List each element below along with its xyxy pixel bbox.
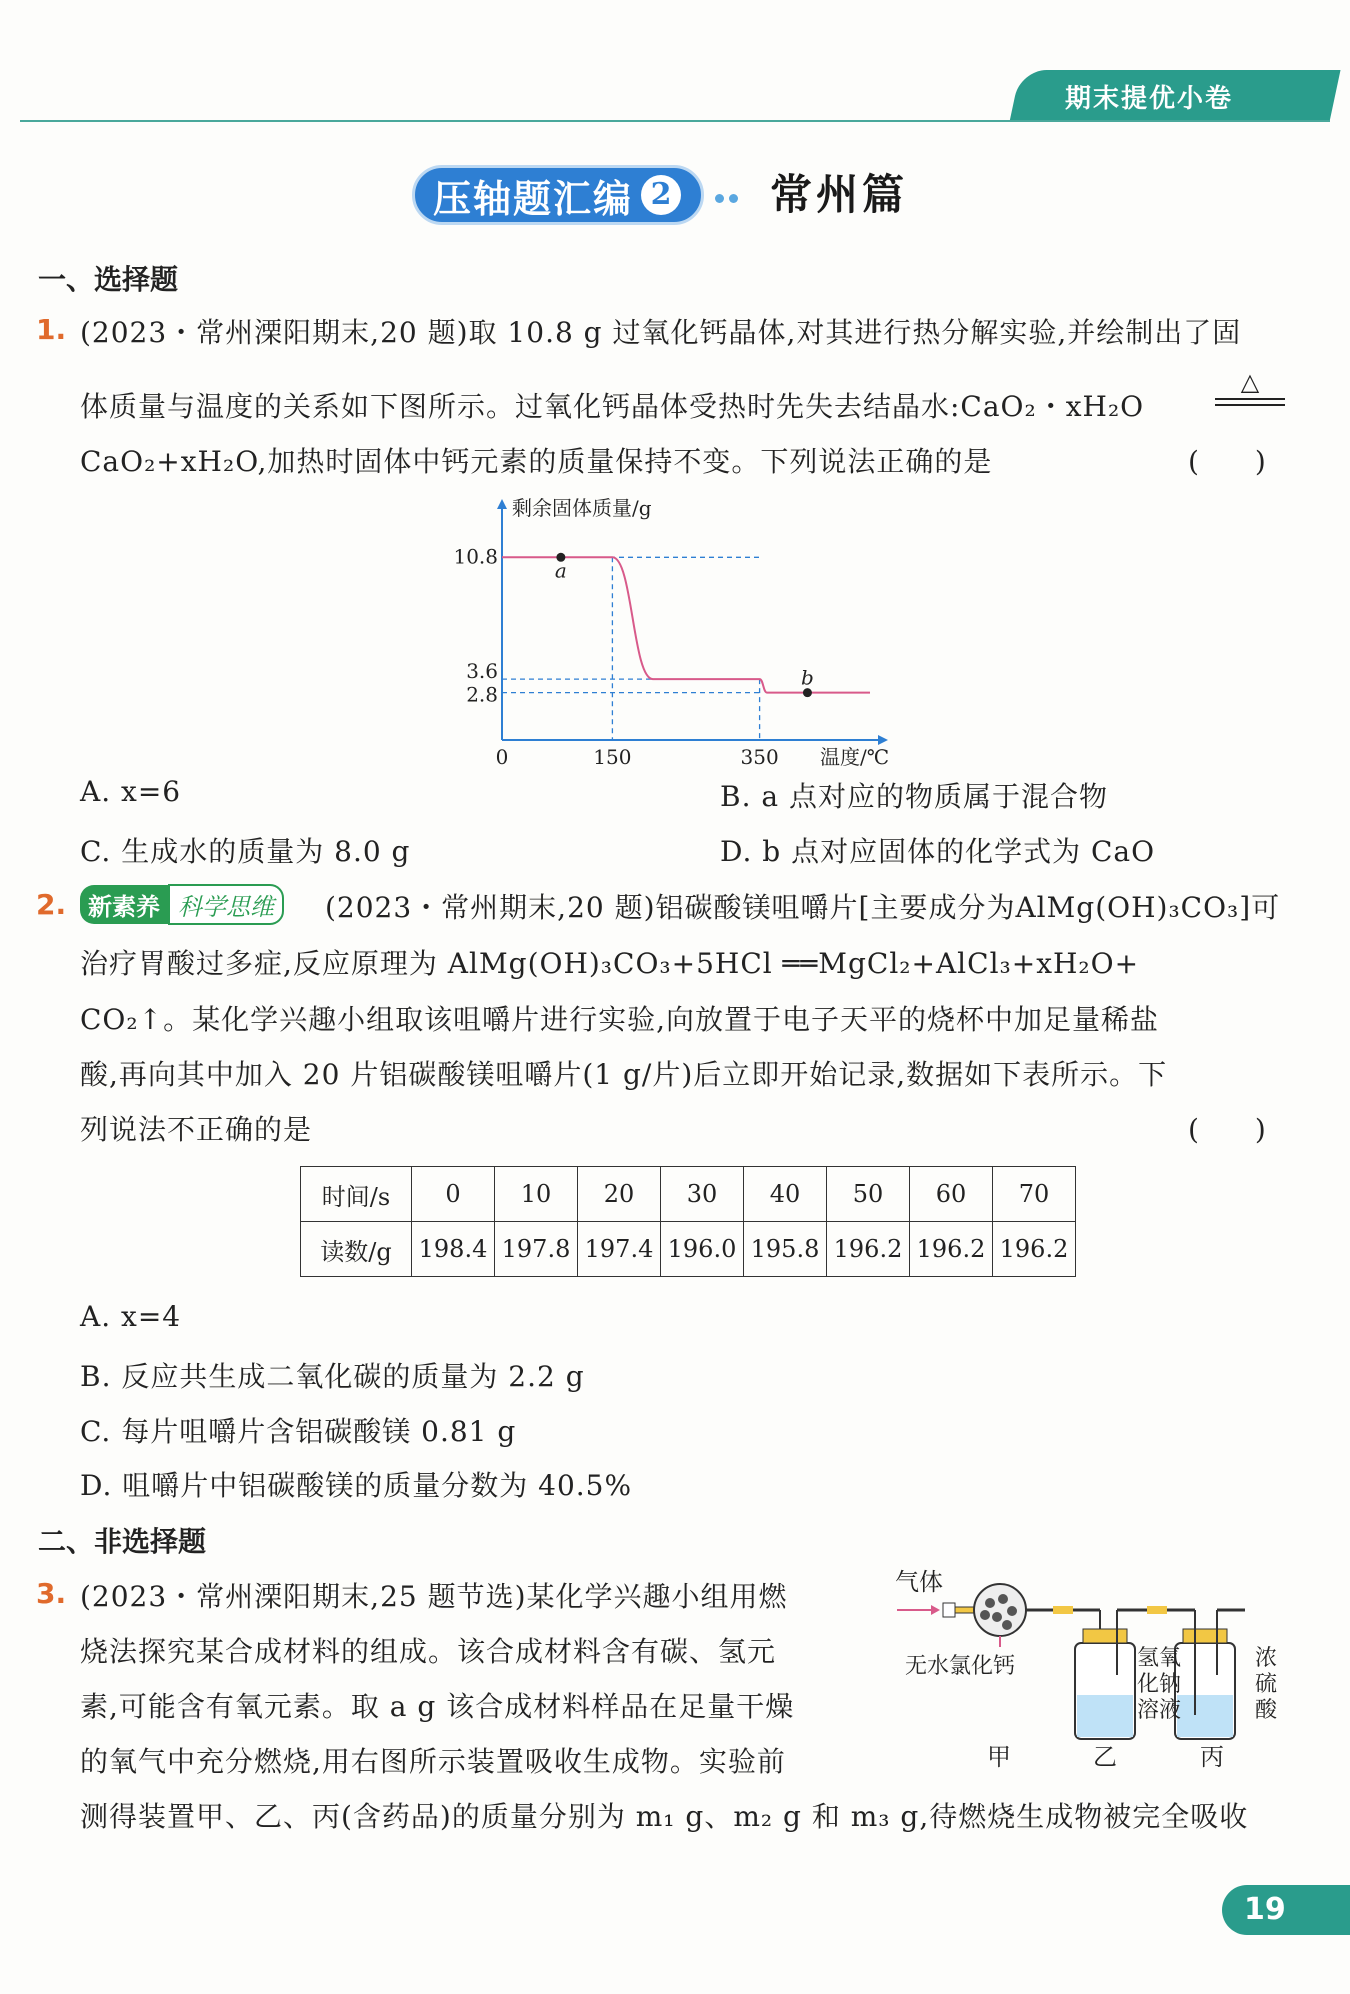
q2-line-3: CO₂↑。某化学兴趣小组取该咀嚼片进行实验,向放置于电子天平的烧杯中加足量稀盐 bbox=[80, 1003, 1159, 1036]
table-cell: 40 bbox=[744, 1167, 827, 1222]
table-cell: 20 bbox=[578, 1167, 661, 1222]
naoh-solution bbox=[1077, 1695, 1133, 1737]
header-tab-label: 期末提优小卷 bbox=[1065, 84, 1234, 114]
table-cell: 0 bbox=[412, 1167, 495, 1222]
chart-guides bbox=[502, 557, 760, 740]
q2-number: 2. bbox=[36, 888, 67, 921]
granule bbox=[980, 1610, 990, 1620]
table-row-header-reading: 读数/g bbox=[301, 1222, 412, 1277]
table-cell: 196.0 bbox=[661, 1222, 744, 1277]
q1-line-1: (2023・常州溧阳期末,20 题)取 10.8 g 过氧化钙晶体,对其进行热分解实验,并绘制出了固 bbox=[80, 316, 1242, 349]
gas-label: 气体 bbox=[895, 1568, 943, 1596]
granule bbox=[1007, 1606, 1017, 1616]
q3-number: 3. bbox=[36, 1577, 67, 1610]
q3-line-1: (2023・常州溧阳期末,25 题节选)某化学兴趣小组用燃 bbox=[80, 1580, 788, 1613]
x-tick-label: 150 bbox=[593, 745, 632, 769]
table-cell: 198.4 bbox=[412, 1222, 495, 1277]
q2-tag-new-literacy: 新素养 bbox=[80, 885, 168, 924]
x-axis-arrow bbox=[878, 735, 888, 745]
yi-label-2: 化钠 bbox=[1137, 1672, 1182, 1697]
table-cell: 196.2 bbox=[993, 1222, 1076, 1277]
stopper bbox=[1183, 1629, 1227, 1643]
q3-apparatus-diagram bbox=[885, 1565, 1305, 1775]
y-tick-label: 2.8 bbox=[466, 682, 498, 707]
name-bing: 丙 bbox=[1200, 1743, 1224, 1771]
x-tick-label: 350 bbox=[740, 745, 779, 769]
table-cell: 10 bbox=[495, 1167, 578, 1222]
table-cell: 70 bbox=[993, 1167, 1076, 1222]
name-yi: 乙 bbox=[1093, 1743, 1117, 1771]
table-cell: 196.2 bbox=[827, 1222, 910, 1277]
q2-line-5: 列说法不正确的是 bbox=[80, 1113, 313, 1146]
title-badge-number: 2 bbox=[641, 175, 681, 215]
bing-label-3: 酸 bbox=[1255, 1698, 1278, 1723]
drying-bulb bbox=[974, 1584, 1026, 1636]
stopper bbox=[1083, 1629, 1127, 1643]
q1-chart bbox=[440, 495, 910, 769]
granule bbox=[1002, 1620, 1012, 1630]
point-label-b: b bbox=[801, 665, 814, 690]
q2-option-b: B. 反应共生成二氧化碳的质量为 2.2 g bbox=[80, 1360, 585, 1393]
q2-tag-science-thinking: 科学思维 bbox=[168, 884, 284, 925]
q1-option-c: C. 生成水的质量为 8.0 g bbox=[80, 835, 411, 868]
title-dots bbox=[715, 188, 743, 207]
y-axis-title: 剩余固体质量/g bbox=[512, 496, 652, 520]
name-jia: 甲 bbox=[987, 1743, 1011, 1771]
q1-option-d: D. b 点对应固体的化学式为 CaO bbox=[720, 835, 1156, 868]
title-subtitle: 常州篇 bbox=[770, 170, 909, 219]
table-cell: 30 bbox=[661, 1167, 744, 1222]
yi-label-1: 氢氧 bbox=[1137, 1646, 1182, 1671]
table-row bbox=[301, 1167, 1076, 1222]
q2-answer-blank: ( ) bbox=[1188, 1113, 1266, 1146]
y-tick-label: 3.6 bbox=[466, 659, 498, 684]
table-cell: 197.4 bbox=[578, 1222, 661, 1277]
table-cell: 195.8 bbox=[744, 1222, 827, 1277]
tube-connector bbox=[943, 1603, 955, 1617]
q2-option-c: C. 每片咀嚼片含铝碳酸镁 0.81 g bbox=[80, 1415, 517, 1448]
tube-joint bbox=[1053, 1606, 1073, 1614]
tube-joint bbox=[1147, 1606, 1167, 1614]
q3-line-3: 素,可能含有氧元素。取 a g 该合成材料样品在足量干燥 bbox=[80, 1690, 795, 1723]
yi-label-3: 溶液 bbox=[1137, 1698, 1182, 1723]
q1-number: 1. bbox=[36, 313, 67, 346]
granule bbox=[985, 1598, 995, 1608]
y-axis-arrow bbox=[497, 499, 507, 509]
table-cell: 60 bbox=[910, 1167, 993, 1222]
q3-line-5: 测得装置甲、乙、丙(含药品)的质量分别为 m₁ g、m₂ g 和 m₃ g,待燃烧生成物被完全吸收 bbox=[80, 1800, 1249, 1833]
q1-line-3: CaO₂+xH₂O,加热时固体中钙元素的质量保持不变。下列说法正确的是 bbox=[80, 445, 993, 478]
table-row-header-time: 时间/s bbox=[301, 1167, 412, 1222]
table-cell: 197.8 bbox=[495, 1222, 578, 1277]
bing-label-2: 硫 bbox=[1255, 1672, 1278, 1697]
q2-line-2: 治疗胃酸过多症,反应原理为 AlMg(OH)₃CO₃+5HCl ══MgCl₂+AlCl₃+xH₂O+ bbox=[80, 947, 1140, 980]
q2-line-4: 酸,再向其中加入 20 片铝碳酸镁咀嚼片(1 g/片)后立即开始记录,数据如下表所示。下 bbox=[80, 1058, 1168, 1091]
q1-line-2: 体质量与温度的关系如下图所示。过氧化钙晶体受热时先失去结晶水:CaO₂・xH₂O bbox=[80, 390, 1145, 423]
sulfuric-acid bbox=[1177, 1695, 1233, 1737]
page-number: 19 bbox=[1222, 1885, 1350, 1935]
table-row bbox=[301, 1222, 1076, 1277]
title-badge-text: 压轴题汇编 bbox=[433, 175, 634, 221]
x-tick-label: 0 bbox=[495, 745, 509, 769]
x-axis-title: 温度/℃ bbox=[820, 745, 890, 769]
gas-arrow-head bbox=[931, 1605, 940, 1615]
q2-data-table bbox=[300, 1166, 1076, 1277]
table-cell: 196.2 bbox=[910, 1222, 993, 1277]
granule bbox=[992, 1612, 1002, 1622]
title-badge bbox=[412, 165, 704, 225]
q2-option-d: D. 咀嚼片中铝碳酸镁的质量分数为 40.5% bbox=[80, 1469, 633, 1502]
point-label-a: a bbox=[554, 558, 567, 583]
q1-option-b: B. a 点对应的物质属于混合物 bbox=[720, 780, 1108, 813]
bing-label-1: 浓 bbox=[1255, 1646, 1278, 1671]
section-heading-choice: 一、选择题 bbox=[38, 263, 179, 296]
y-tick-label: 10.8 bbox=[453, 544, 498, 569]
heat-symbol: △ bbox=[1240, 368, 1260, 396]
table-cell: 50 bbox=[827, 1167, 910, 1222]
q3-line-2: 烧法探究某合成材料的组成。该合成材料含有碳、氢元 bbox=[80, 1635, 777, 1668]
section-heading-nonchoice: 二、非选择题 bbox=[38, 1525, 207, 1558]
q2-option-a: A. x=4 bbox=[80, 1300, 182, 1333]
q2-line-1: (2023・常州期末,20 题)铝碳酸镁咀嚼片[主要成分为AlMg(OH)₃CO₃]可 bbox=[325, 891, 1281, 924]
header-rule bbox=[20, 120, 1330, 122]
jia-reagent-label: 无水氯化钙 bbox=[905, 1654, 1016, 1679]
q1-option-a: A. x=6 bbox=[80, 775, 182, 808]
q1-answer-blank: ( ) bbox=[1188, 445, 1266, 478]
q3-line-4: 的氧气中充分燃烧,用右图所示装置吸收生成物。实验前 bbox=[80, 1745, 786, 1778]
q1-reaction-arrow bbox=[1215, 370, 1285, 406]
q2-tag bbox=[80, 884, 284, 925]
granule bbox=[998, 1594, 1008, 1604]
